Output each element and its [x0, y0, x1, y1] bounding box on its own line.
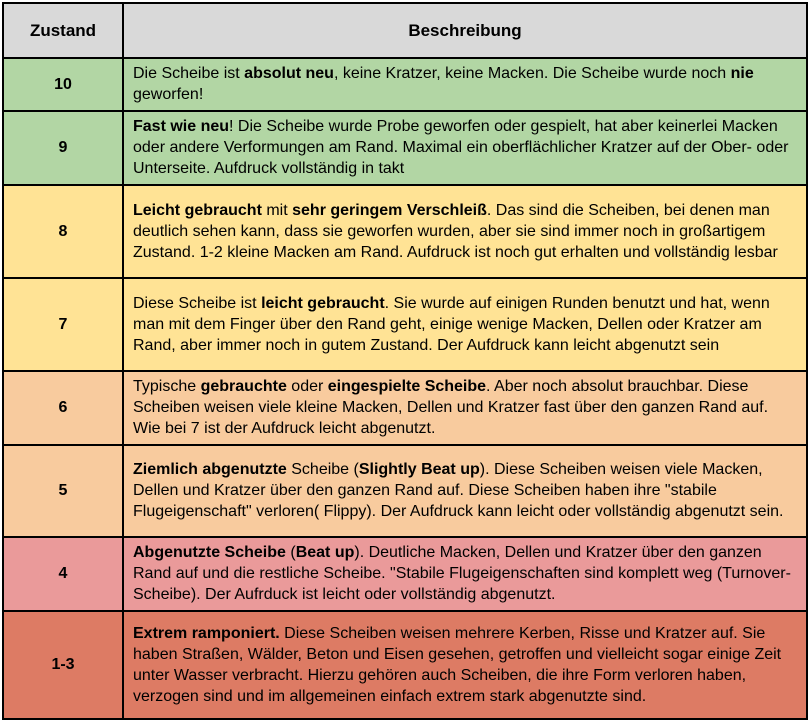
description-text: Diese Scheibe ist [133, 294, 262, 312]
column-header-zustand: Zustand [3, 3, 123, 58]
description-text: . Das sind die Scheiben, bei denen man deutlich sehen kann, dass sie geworfen wurden, aber sie sind immer noch in großartigem Zustand. 1-2 kleine Macken am Rand. Aufdruck ist noch gut erhalten und vollständig lesbar [133, 201, 778, 261]
condition-description [123, 611, 807, 719]
condition-row [3, 111, 807, 185]
condition-grade: 6 [3, 371, 123, 445]
description-text: Scheibe ( [286, 461, 359, 478]
description-text: oder [286, 378, 328, 395]
description-bold-text: leicht gebraucht [261, 294, 385, 312]
condition-table-body [3, 58, 807, 719]
condition-grade: 4 [3, 537, 123, 611]
condition-description [123, 371, 807, 445]
description-bold-text: absolut neu [244, 65, 334, 82]
description-bold-text: Leicht gebraucht [133, 201, 262, 219]
description-bold-text: nie [730, 65, 754, 82]
condition-grade: 8 [3, 185, 123, 278]
condition-row [3, 611, 807, 719]
condition-row [3, 445, 807, 537]
column-header-beschreibung: Beschreibung [123, 3, 807, 58]
condition-row [3, 371, 807, 445]
condition-grade: 10 [3, 58, 123, 111]
condition-description [123, 58, 807, 111]
description-text: mit [261, 201, 293, 219]
description-bold-text: eingespielte Scheibe [327, 378, 487, 395]
description-text: geworfen! [133, 86, 204, 103]
description-text: Die Scheibe ist [133, 65, 245, 82]
description-bold-text: Slightly Beat up [358, 461, 480, 478]
description-text: . Aber noch absolut brauchbar. Diese Scheiben weisen viele kleine Macken, Dellen und Kratzer fast über den ganzen Rand auf. Wie bei 7 ist der Aufdruck leicht abgenutzt. [133, 378, 769, 437]
condition-description [123, 445, 807, 537]
description-bold-text: sehr geringem Verschleiß [292, 201, 487, 219]
condition-table [2, 2, 808, 720]
condition-description [123, 278, 807, 371]
condition-row [3, 278, 807, 371]
condition-grade: 5 [3, 445, 123, 537]
description-text: , keine Kratzer, keine Macken. Die Scheibe wurde noch [333, 65, 731, 82]
condition-grade: 7 [3, 278, 123, 371]
description-bold-text: Beat up [295, 544, 355, 561]
header-row [3, 3, 807, 58]
condition-description [123, 185, 807, 278]
description-bold-text: Ziemlich abgenutzte [133, 461, 287, 478]
description-text: Typische [133, 378, 201, 395]
description-text: ! Die Scheibe wurde Probe geworfen oder gespielt, hat aber keinerlei Macken oder andere Verformungen am Rand. Maximal ein oberflächlicher Kratzer auf der Ober- oder Unterseite. Aufdruck vollständig in takt [133, 118, 789, 177]
description-text: . Sie wurde auf einigen Runden benutzt und hat, wenn man mit dem Finger über den Rand geht, einige wenige Macken, Dellen oder Kratzer am Rand, aber immer noch in gutem Zustand. Der Aufdruck kann leicht abgenutzt sein [133, 294, 770, 354]
description-bold-text: Fast wie neu [133, 118, 230, 135]
condition-description [123, 111, 807, 185]
description-bold-text: Extrem ramponiert. [133, 624, 280, 642]
condition-row [3, 185, 807, 278]
description-bold-text: gebrauchte [200, 378, 287, 395]
condition-grade: 1-3 [3, 611, 123, 719]
condition-description [123, 537, 807, 611]
condition-grade: 9 [3, 111, 123, 185]
description-text: ( [285, 544, 296, 561]
description-bold-text: Abgenutzte Scheibe [133, 544, 286, 561]
condition-row [3, 537, 807, 611]
description-text: ). Deutliche Macken, Dellen und Kratzer über den ganzen Rand auf und die restliche Scheibe. "Stabile Flugeigenschaften sind komplett weg (Turnover-Scheibe). Der Aufrduck ist leicht oder vollständig abgenutzt. [133, 544, 791, 603]
description-text: ). Diese Scheiben weisen viele Macken, Dellen und Kratzer über den ganzen Rand auf. Diese Scheiben haben ihre "stabile Flugeigenschaft" verloren( Flippy). Der Aufdruck kann leicht oder vollständig abgenutzt sein. [133, 461, 784, 520]
condition-row [3, 58, 807, 111]
description-text: Diese Scheiben weisen mehrere Kerben, Risse und Kratzer auf. Sie haben Straßen, Wälder, Beton und Eisen gesehen, getroffen und vielleicht sogar einige Zeit unter Wasser verbracht. Hierzu gehören auch Scheiben, die ihre Form verloren haben, verzogen sind und im allgemeinen einfach extrem stark abgenutzte sind. [133, 624, 782, 705]
